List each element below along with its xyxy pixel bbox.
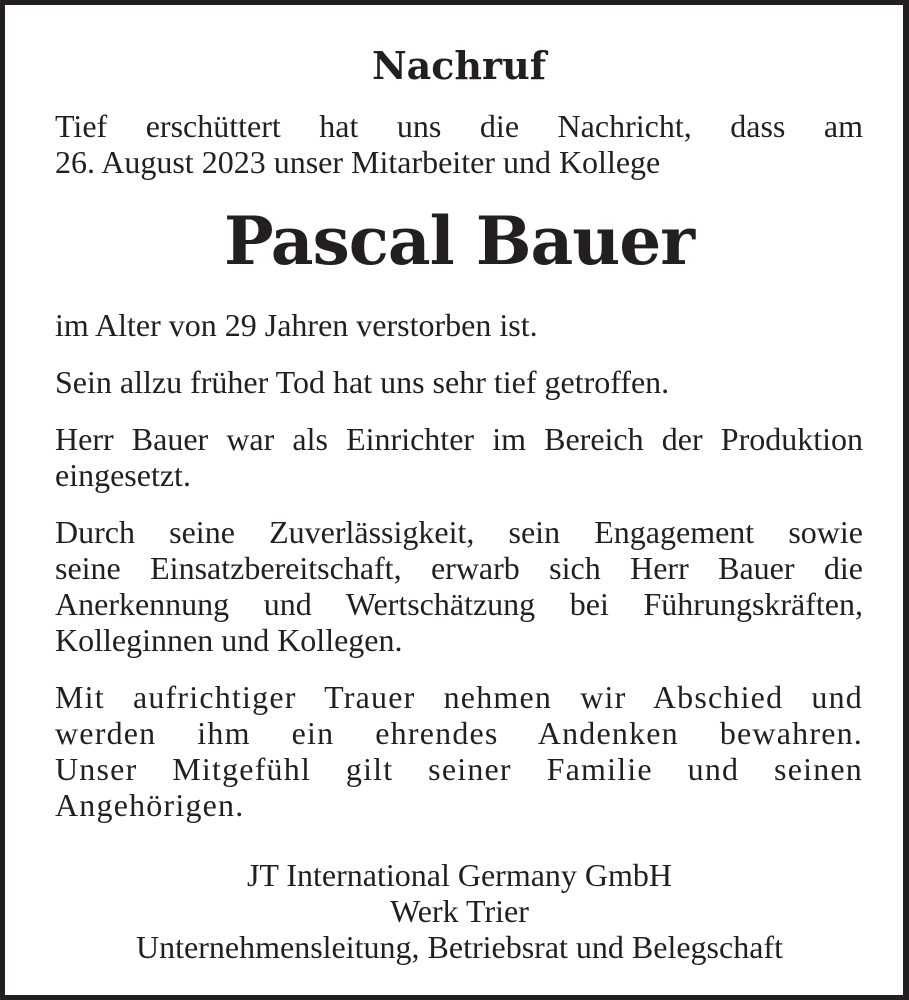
paragraph-line: eingesetzt. — [55, 457, 191, 493]
age-paragraph — [55, 307, 863, 343]
grief-paragraph — [55, 364, 863, 400]
farewell-paragraph — [55, 679, 863, 823]
paragraph-line: Angehörigen. — [55, 787, 245, 823]
deceased-name: Pascal Bauer — [223, 202, 695, 280]
obituary-title: Nachruf — [371, 43, 547, 88]
intro-paragraph — [55, 108, 863, 180]
signature-company: JT International Germany GmbH — [246, 857, 673, 893]
intro-line: 26. August 2023 unser Mitarbeiter und Kollege — [55, 144, 661, 180]
paragraph-line: Herr Bauer war als Einrichter im Bereich der Produktion — [55, 421, 863, 457]
paragraph-line: Anerkennung und Wertschätzung bei Führungskräften, — [55, 586, 863, 622]
appreciation-paragraph — [55, 514, 863, 658]
paragraph-line: im Alter von 29 Jahren verstorben ist. — [55, 307, 538, 343]
paragraph-line: Sein allzu früher Tod hat uns sehr tief getroffen. — [55, 364, 670, 400]
signature-block — [5, 857, 909, 965]
paragraph-line: Durch seine Zuverlässigkeit, sein Engagement sowie — [55, 514, 863, 550]
signature-groups: Unternehmensleitung, Betriebsrat und Belegschaft — [136, 929, 783, 965]
paragraph-line: Mit aufrichtiger Trauer nehmen wir Abschied und — [55, 679, 863, 715]
signature-site: Werk Trier — [390, 893, 529, 929]
paragraph-line: Kolleginnen und Kollegen. — [55, 622, 403, 658]
paragraph-line: werden ihm ein ehrendes Andenken bewahren. — [55, 715, 863, 751]
role-paragraph — [55, 421, 863, 493]
intro-line: Tief erschüttert hat uns die Nachricht, dass am — [55, 108, 863, 144]
paragraph-line: Unser Mitgefühl gilt seiner Familie und seinen — [55, 751, 863, 787]
paragraph-line: seine Einsatzbereitschaft, erwarb sich Herr Bauer die — [55, 550, 863, 586]
